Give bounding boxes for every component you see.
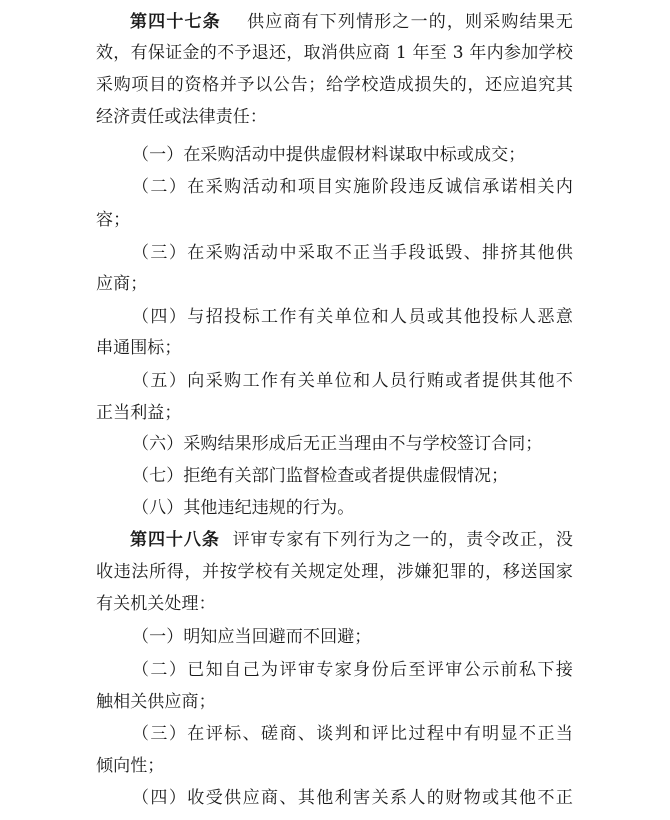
article-47-item-5-cont: 正当利益； bbox=[96, 403, 182, 423]
item-text: 在采购活动中采取不正当手段诋毁、排挤其他供 bbox=[187, 243, 573, 263]
item-text: 已知自己为评审专家身份后至评审公示前私下接 bbox=[187, 660, 573, 680]
item-label: （一） bbox=[132, 145, 184, 165]
item-text: 向采购工作有关单位和人员行贿或者提供其他不 bbox=[187, 371, 573, 391]
article-47-intro: 供应商有下列情形之一的，则采购结果无 bbox=[247, 12, 574, 32]
item-text: 拒绝有关部门监督检查或者提供虚假情况； bbox=[183, 466, 509, 486]
item-label: （二） bbox=[132, 177, 188, 197]
article-48-item-3-cont: 倾向性； bbox=[96, 756, 165, 776]
item-label: （七） bbox=[132, 466, 184, 486]
item-label: （二） bbox=[132, 660, 188, 680]
item-text: 在采购活动和项目实施阶段违反诚信承诺相关内 bbox=[187, 177, 573, 197]
item-text: 收受供应商、其他利害关系人的财物或其他不正 bbox=[187, 788, 573, 808]
item-text: 明知应当回避而不回避； bbox=[183, 627, 372, 647]
item-label: （六） bbox=[132, 434, 184, 454]
item-label: （四） bbox=[132, 788, 188, 808]
item-text: 在评标、磋商、谈判和评比过程中有明显不正当 bbox=[187, 724, 573, 744]
item-text: 其他违纪违规的行为。 bbox=[183, 498, 355, 518]
item-label: （三） bbox=[132, 724, 188, 744]
article-48-intro: 评审专家有下列行为之一的，责令改正，没 bbox=[232, 530, 573, 550]
item-label: （八） bbox=[132, 498, 184, 518]
article-47-item-2-cont: 容； bbox=[96, 210, 131, 230]
article-48-item-2-cont: 触相关供应商； bbox=[96, 692, 216, 712]
item-text: 在采购活动中提供虚假材料谋取中标或成交； bbox=[183, 145, 526, 165]
article-48-item-4 bbox=[0, 778, 670, 818]
article-48-heading: 第四十八条 bbox=[130, 530, 220, 550]
article-48-line-2: 收违法所得，并按学校有关规定处理，涉嫌犯罪的，移送国家 bbox=[96, 562, 573, 582]
item-label: （五） bbox=[132, 371, 188, 391]
article-47-heading: 第四十七条 bbox=[130, 12, 221, 32]
item-label: （三） bbox=[132, 243, 188, 263]
article-47-line-4: 经济责任或法律责任： bbox=[96, 107, 267, 127]
item-text: 与招投标工作有关单位和人员或其他投标人恶意 bbox=[187, 307, 573, 327]
item-label: （四） bbox=[132, 307, 188, 327]
article-47-line-2: 效，有保证金的不予退还，取消供应商 1 年至 3 年内参加学校 bbox=[96, 43, 573, 63]
article-48-line-3: 有关机关处理： bbox=[96, 594, 216, 614]
item-label: （一） bbox=[132, 627, 184, 647]
article-47-line-3: 采购项目的资格并予以公告；给学校造成损失的，还应追究其 bbox=[96, 75, 573, 95]
article-47-item-3-cont: 应商； bbox=[96, 274, 148, 294]
item-text: 采购结果形成后无正当理由不与学校签订合同； bbox=[183, 434, 543, 454]
article-47-item-4-cont: 串通围标； bbox=[96, 338, 182, 358]
